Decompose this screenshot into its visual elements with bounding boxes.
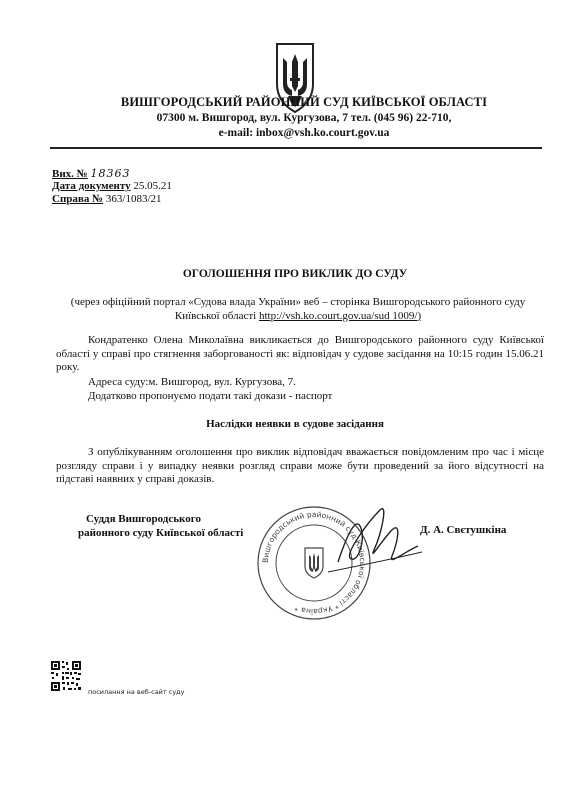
judge-title-line2: районного суду Київської області bbox=[78, 527, 244, 539]
document-date-row bbox=[52, 180, 172, 192]
qr-code-icon[interactable] bbox=[50, 660, 82, 692]
seal-text: Вишгородський районний суд Київської області * Україна * bbox=[260, 509, 368, 617]
notice-title: ОГОЛОШЕННЯ ПРО ВИКЛИК ДО СУДУ bbox=[182, 268, 408, 280]
case-number-row bbox=[52, 193, 162, 205]
publication-source bbox=[56, 296, 540, 323]
document-date-value: 25.05.21 bbox=[133, 180, 172, 192]
outgoing-number-label: Вих. № bbox=[52, 168, 88, 180]
outgoing-number-row bbox=[52, 167, 130, 180]
publication-source-line2: Київської області bbox=[174, 309, 257, 322]
document-date-label: Дата документу bbox=[52, 180, 131, 192]
court-website-link[interactable]: http://vsh.ko.court.gov.ua/sud 1009/) bbox=[258, 309, 422, 322]
qr-note: посилання на веб-сайт суду bbox=[88, 688, 185, 696]
judge-title bbox=[78, 512, 243, 540]
judge-title-line1: Суддя Вишгородського bbox=[86, 513, 201, 525]
case-number-value: 363/1083/21 bbox=[105, 193, 162, 205]
court-email: e-mail: inbox@vsh.ko.court.gov.ua bbox=[218, 127, 390, 139]
publication-source-line1: (через офіційний портал «Судова влада України» веб – сторінка Вишгородського районного суду bbox=[70, 296, 526, 308]
case-number-label: Справа № bbox=[52, 193, 104, 205]
court-address-line: Адреса суду:м. Вишгород, вул. Кургузова, 7. bbox=[88, 376, 296, 388]
court-name-heading: ВИШГОРОДСЬКИЙ РАЙОННИЙ СУД КИЇВСЬКОЇ ОБЛАСТІ bbox=[120, 95, 488, 109]
summons-paragraph: Кондратенко Олена Миколаївна викликається до Вишгородського районного суду Київської області у справі про стягнення заборгованості як: відповідач у судове засідання на 10:15 годин 15.06.21 року. bbox=[56, 334, 544, 373]
court-address: 07300 м. Вишгород, вул. Кургузова, 7 тел. (045 96) 22-710, bbox=[156, 112, 452, 124]
header-divider bbox=[50, 147, 542, 149]
judge-name: Д. А. Свєтушкіна bbox=[420, 524, 507, 536]
outgoing-number-value: 18363 bbox=[90, 167, 131, 180]
judge-signature bbox=[318, 502, 428, 582]
consequences-paragraph: З опублікуванням оголошення про виклик відповідач вважається повідомленим про час і місце розгляду справи і у випадку неявки розгляд справи може бути проведений за його відсутності на підставі наявних у справі доказів. bbox=[56, 446, 544, 485]
evidence-request-line: Додатково пропонуємо подати такі докази - паспорт bbox=[88, 390, 333, 402]
consequences-heading: Наслідки неявки в судове засідання bbox=[206, 418, 384, 430]
